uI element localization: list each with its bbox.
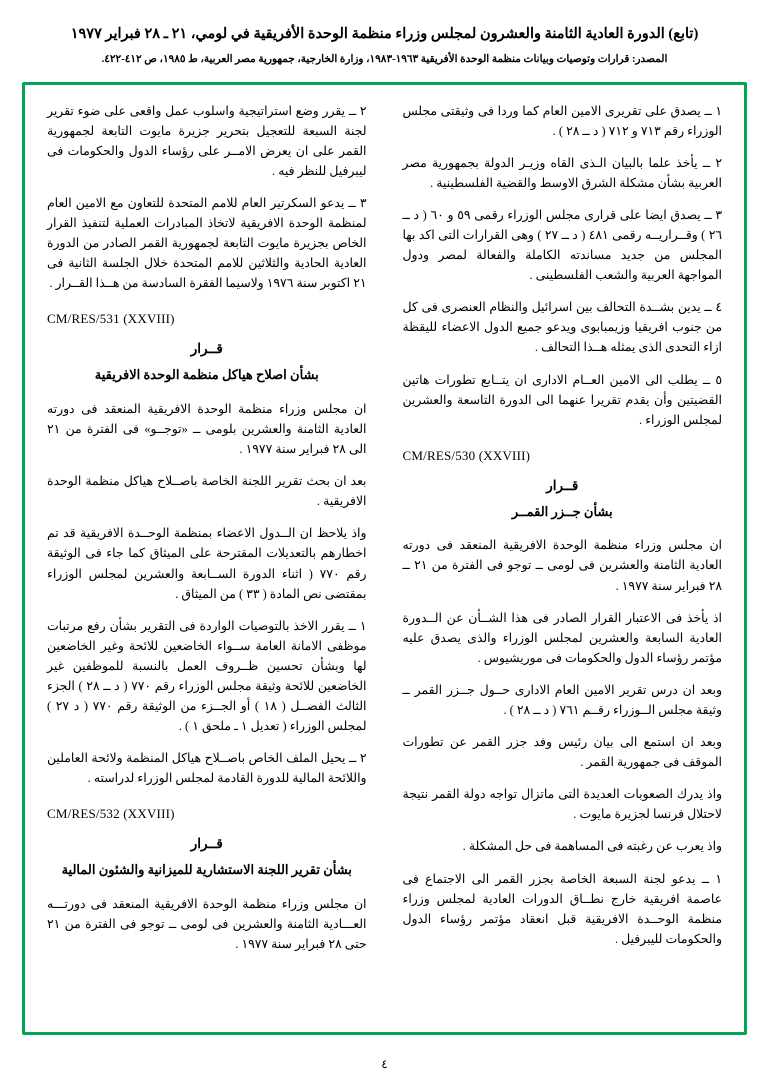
paragraph: ١ ــ يدعو لجنة السبعة الخاصة بجزر القمر الى الاجتماع فى عاصمة افريقية خارج نطــاق الدورات العادية لمجلس وزراء منظمة الوحــدة الافريقية قبل انعقاد مؤتمر رؤساء الدول والحكومات لليبرفيل . xyxy=(402,871,722,946)
decision-subject: بشأن جــزر القمــر xyxy=(511,503,613,519)
paragraph: وبعد ان استمع الى بيان رئيس وفد جزر القمر عن تطورات الموقف فى جمهورية القمر . xyxy=(402,735,722,770)
decision-subject: بشأن تقرير اللجنة الاستشارية للميزانية والشئون المالية xyxy=(61,862,352,878)
paragraph: ١ ــ يصدق على تقريرى الامين العام كما وردا فى وثيقتى مجلس الوزراء رقم ٧١٣ و ٧١٢ ( د ــ ٢٨ ) . xyxy=(402,103,722,138)
resolution-code: CM/RES/530 (XXVIII) xyxy=(402,447,531,463)
paragraph: ان مجلس وزراء منظمة الوحدة الافريقية المنعقد فى دورته العادية الثامنة والعشرين بلومى ــ «توجــو» فى الفترة من ٢١ الى ٢٨ فبراير سنة ١٩٧٧ . xyxy=(47,401,367,457)
paragraph: ١ ــ يقرر الاخذ بالتوصيات الواردة فى التقرير بشأن رفع مرتبات موظفى الامانة العامة ســواء الخاضعين للائحة وغير الخاضعين لها وبشأن تحسين ظــروف العمل بالنسبة للموظفين غير الخاضعين للائحة وثيقة مجلس الوزراء رقم ٧٧٠ ( د ــ ٢٨ ) الجزء الثالث الفصــل ( ١٨ ) أو الجــزء من الوثيقة رقم ٧٧٠ ( د ٢٧ ) لمجلس الوزراء ( تعديل ١ ـ ملحق ١ ) . xyxy=(47,618,367,734)
paragraph: ٣ ــ يدعو السكرتير العام للامم المتحدة للتعاون مع الامين العام لمنظمة الوحدة الافريقية لاتخاذ المبادرات العملية لتنفيذ القرار الخاص بجزيرة مايوت التابعة لجمهورية القمر الصادر من الدورة العادية الحادية والثلاثين للامم المتحدة خلال الجلسة الثانية فى ٢١ اكتوبر سنة ١٩٧٦ ولاسيما الفقرة السادسة من هــذا القــرار . xyxy=(47,195,367,291)
paragraph: واذ يدرك الصعوبات العديدة التى ماتزال تواجه دولة القمر نتيجة لاحتلال فرنسا لجزيرة مايوت . xyxy=(402,787,722,822)
column-left xyxy=(41,99,385,1022)
source-line: المصدر: قرارات وتوصيات وبيانات منظمة الوحدة الأفريقية ١٩٦٣-١٩٨٣، وزارة الخارجية، جمهورية مصر العربية، ط ١٩٨٥، ص ٤١٢-٤٢٢. xyxy=(101,53,668,65)
paragraph: بعد ان بحث تقرير اللجنة الخاصة باصــلاح هياكل منظمة الوحدة الافريقية . xyxy=(47,474,367,509)
paragraph: واذ يلاحظ ان الــدول الاعضاء بمنظمة الوحــدة الافريقية قد تم اخطارهم بالتعديلات المقترحة على الميثاق كما جاء فى الوثيقة رقم ٧٧٠ ( اثناء الدورة الســابعة والعشرين لمجلس الوزراء بمقتضى نص المادة ( ٣٣ ) من الميثاق . xyxy=(47,526,367,601)
paragraph: وبعد ان درس تقرير الامين العام الادارى حــول جــزر القمر ــ وثيقة مجلس الــوزراء رقــم ٧٦١ ( د ــ ٢٨ ) . xyxy=(402,682,722,717)
resolution-code: CM/RES/531 (XXVIII) xyxy=(47,311,175,327)
paragraph: ٥ ــ يطلب الى الامين العــام الادارى ان يتــابع تطورات هاتين القضيتين وأن يقدم تقريرا عنهما الى الدورة التاسعة والعشرين لمجلس الوزراء . xyxy=(402,372,722,427)
column-right xyxy=(385,99,729,1022)
paragraph: ٢ ــ يحيل الملف الخاص باصــلاح هياكل المنظمة ولائحة العاملين واللائحة المالية للدورة القادمة لمجلس الوزراء لدراسته . xyxy=(47,751,367,786)
decision-heading: قــرار xyxy=(190,341,223,357)
paragraph: ٢ ــ يأخذ علما بالبيان الـذى القاه وزيـر الدولة بجمهورية مصر العربية بشأن مشكلة الشرق الاوسط والقضية الفلسطينية . xyxy=(402,155,722,190)
paragraph: واذ يعرب عن رغبته فى المساهمة فى حل المشكلة . xyxy=(462,839,722,854)
page-number: ٤ xyxy=(381,1057,388,1071)
page-header xyxy=(22,18,747,76)
decision-heading: قــرار xyxy=(190,836,223,852)
page-title: (تابع) الدورة العادية الثامنة والعشرون لمجلس وزراء منظمة الوحدة الأفريقية في لومي، ٢١ ـ ٢٨ فبراير ١٩٧٧ xyxy=(70,26,699,42)
content-frame xyxy=(22,82,747,1035)
paragraph: ان مجلس وزراء منظمة الوحدة الافريقية المنعقد فى دورته العادية الثامنة والعشرين فى لومى ــ توجو فى الفترة من ٢١ ــ ٢٨ فبراير سنة ١٩٧٧ . xyxy=(402,538,722,593)
resolution-code: CM/RES/532 (XXVIII) xyxy=(47,806,175,822)
two-column-body xyxy=(41,99,728,1022)
paragraph: اذ يأخذ فى الاعتبار القرار الصادر فى هذا الشــأن عن الــدورة العادية السابعة والعشرين لمجلس الوزراء والذى يصدق عليه مؤتمر رؤساء الدول والحكومات فى موريشيوس . xyxy=(402,610,722,665)
decision-heading: قــرار xyxy=(546,477,579,493)
paragraph: ان مجلس وزراء منظمة الوحدة الافريقية المنعقد فى دورتـــه العـــادية الثامنة والعشرين فى لومى ــ توجو فى الفترة من ٢١ حتى ٢٨ فبراير سنة ١٩٧٧ . xyxy=(47,896,367,952)
paragraph: ٤ ــ يدين بشــدة التحالف بين اسرائيل والنظام العنصرى فى كل من جنوب افريقيا وزيمبابوى ويدعو جميع الدول الاعضاء لليقظة ازاء التحدى الذى يمثله هــذا التحالف . xyxy=(402,300,722,355)
paragraph: ٣ ــ يصدق ايضا على قرارى مجلس الوزراء رقمى ٥٩ و ٦٠ ( د ــ ٢٦ ) وقــراريــه رقمى ٤٨١ ( د ــ ٢٧ ) وهى القرارات التى اكد بها المجلس من جديد مساندته الكاملة والفعالة لمصر ودول المواجهة العربية والشعب الفلسطينى . xyxy=(402,207,722,283)
decision-subject: بشأن اصلاح هياكل منظمة الوحدة الافريقية xyxy=(94,367,319,383)
paragraph: ٢ ــ يقرر وضع استراتيجية واسلوب عمل واقعى على ضوء تقرير لجنة السبعة للتعجيل بتحرير جزيرة مايوت التابعة لجمهورية القمر على ان يعرض الامــر على رؤساء الدول والحكومات فى ليبرفيل للنظر فيه . xyxy=(47,103,367,178)
